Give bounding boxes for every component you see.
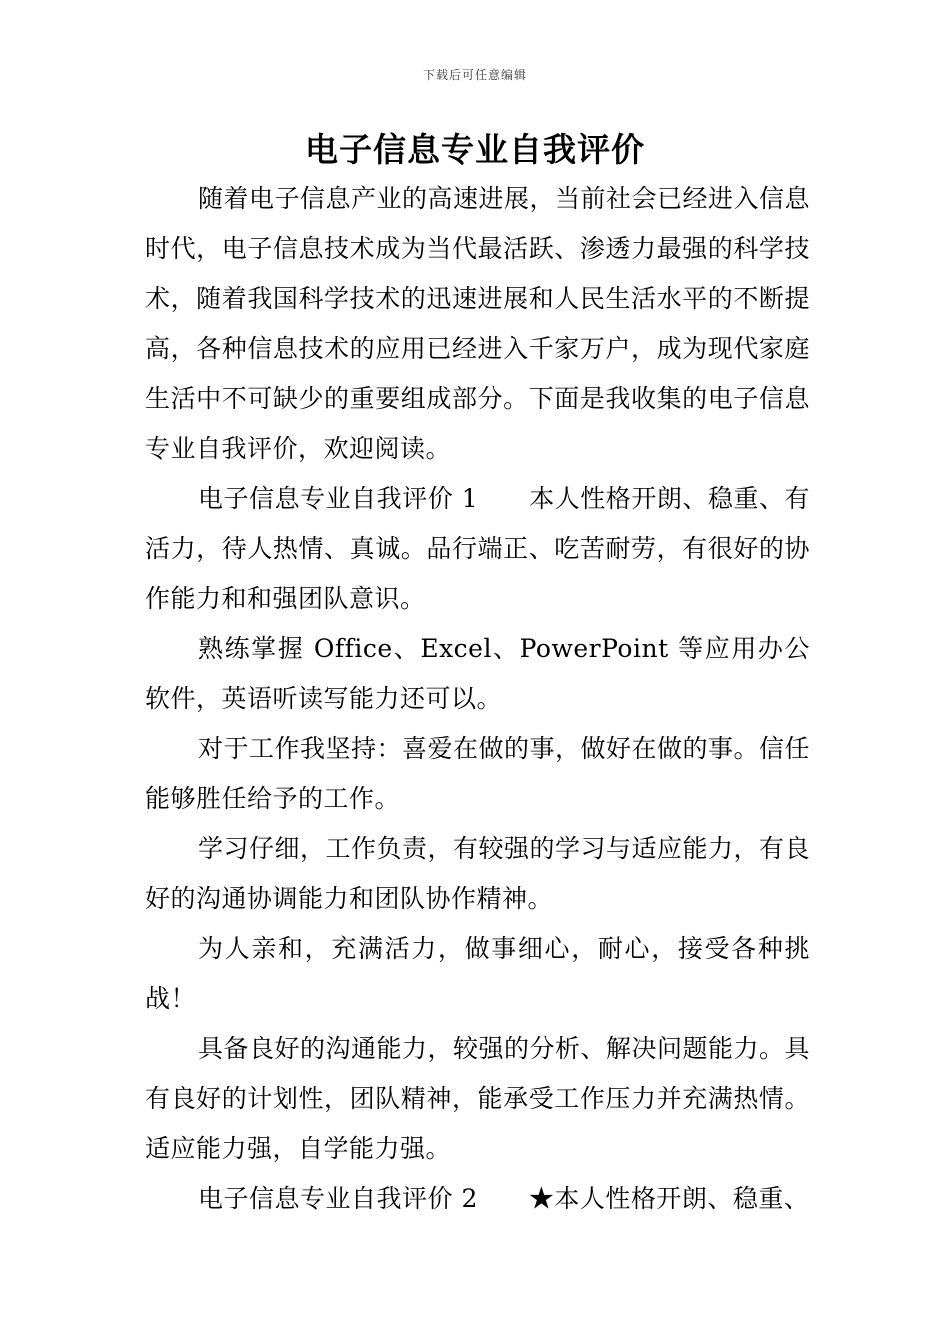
paragraph-office-skills: 熟练掌握 Office、Excel、PowerPoint 等应用办公软件，英语听读写能力还可以。 — [145, 634, 810, 713]
paragraph-evaluation-2: 电子信息专业自我评价 2 ★本人性格开朗、稳重、 — [198, 1184, 810, 1213]
document-title: 电子信息专业自我评价 — [305, 130, 645, 169]
paragraph-learning: 学习仔细，工作负责，有较强的学习与适应能力，有良好的沟通协调能力和团队协作精神。 — [145, 834, 811, 913]
paragraph-work-attitude: 对于工作我坚持：喜爱在做的事，做好在做的事。信任能够胜任给予的工作。 — [145, 734, 811, 813]
page-header: 下载后可任意编辑 — [422, 68, 527, 82]
paragraph-intro: 随着电子信息产业的高速进展，当前社会已经进入信息时代，电子信息技术成为当代最活跃、渗透力最强的科学技术，随着我国科学技术的迅速进展和人民生活水平的不断提高，各种信息技术的应用已经进入千家万户，成为现代家庭生活中不可缺少的重要组成部分。下面是我收集的电子信息专业自我评价，欢迎阅读。 — [145, 184, 811, 463]
paragraph-personality: 为人亲和，充满活力，做事细心，耐心，接受各种挑战！ — [145, 934, 810, 1013]
paragraph-abilities: 具备良好的沟通能力，较强的分析、解决问题能力。具有良好的计划性，团队精神，能承受工作压力并充满热情。适应能力强，自学能力强。 — [145, 1034, 811, 1163]
document-body — [145, 174, 810, 1224]
paragraph-evaluation-1: 电子信息专业自我评价 1 本人性格开朗、稳重、有活力，待人热情、真诚。品行端正、吃苦耐劳，有很好的协作能力和和强团队意识。 — [145, 484, 810, 613]
